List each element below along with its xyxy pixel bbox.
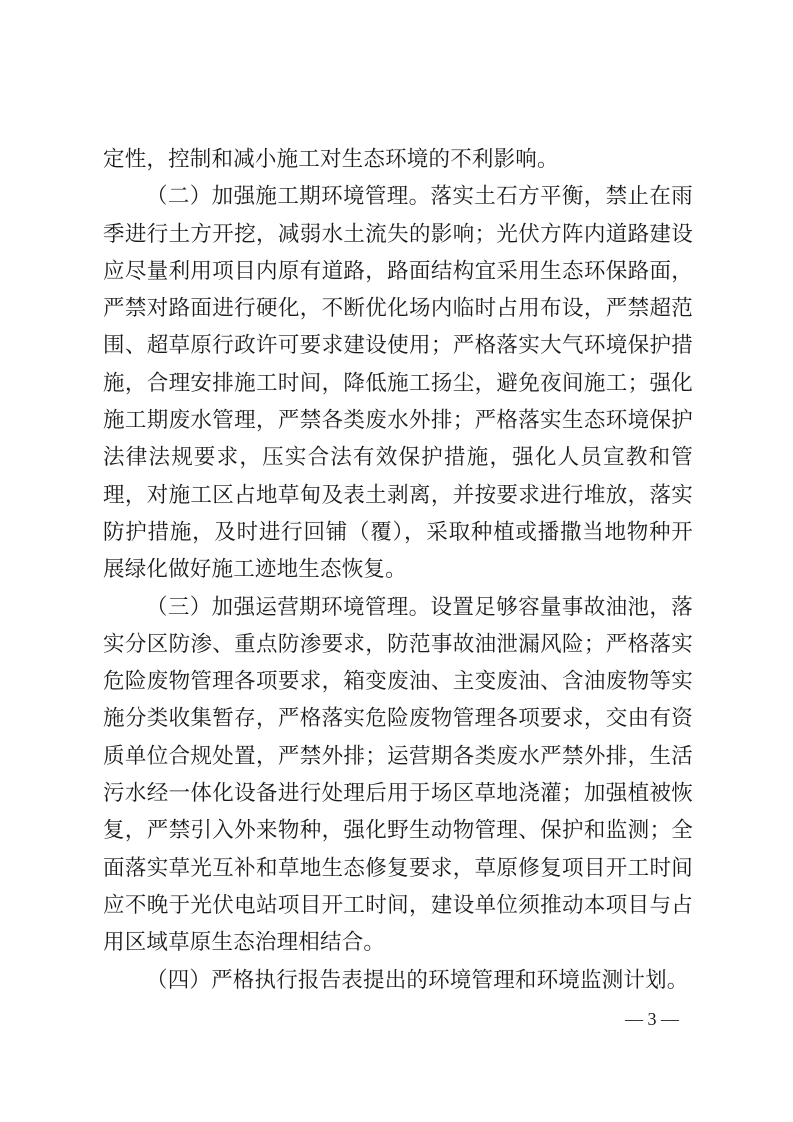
paragraph-section-2: （二）加强施工期环境管理。落实土石方平衡，禁止在雨季进行土方开挖，减弱水土流失的影响；光伏方阵内道路建设应尽量利用项目内原有道路，路面结构宜采用生态环保路面，严禁对路面进行硬化，不断优化场内临时占用布设，严禁超范围、超草原行政许可要求建设使用；严格落实大气环境保护措施，合理安排施工时间，降低施工扬尘，避免夜间施工；强化施工期废水管理，严禁各类废水外排；严格落实生态环境保护法律法规要求，压实合法有效保护措施，强化人员宣教和管理，对施工区占地草甸及表土剥离，并按要求进行堆放，落实防护措施，及时进行回铺（覆），采取种植或播撒当地物种开展绿化做好施工迹地生态恢复。 xyxy=(103,184,693,583)
paragraph-section-3: （三）加强运营期环境管理。设置足够容量事故油池，落实分区防渗、重点防渗要求，防范事故油泄漏风险；严格落实危险废物管理各项要求，箱变废油、主变废油、含油废物等实施分类收集暂存，严格落实危险废物管理各项要求，交由有资质单位合规处置，严禁外排；运营期各类废水严禁外排，生活污水经一体化设备进行处理后用于场区草地浇灌；加强植被恢复，严禁引入外来物种，强化野生动物管理、保护和监测；全面落实草光互补和草地生态修复要求，草原修复项目开工时间应不晚于光伏电站项目开工时间，建设单位须推动本项目与占用区域草原生态治理相结合。 xyxy=(103,594,693,956)
page-number: — 3 — xyxy=(625,1009,679,1029)
document-body xyxy=(103,141,693,999)
paragraph-section-4: （四）严格执行报告表提出的环境管理和环境监测计划。 xyxy=(146,967,689,993)
paragraph-continuation: 定性，控制和减小施工对生态环境的不利影响。 xyxy=(103,147,559,172)
